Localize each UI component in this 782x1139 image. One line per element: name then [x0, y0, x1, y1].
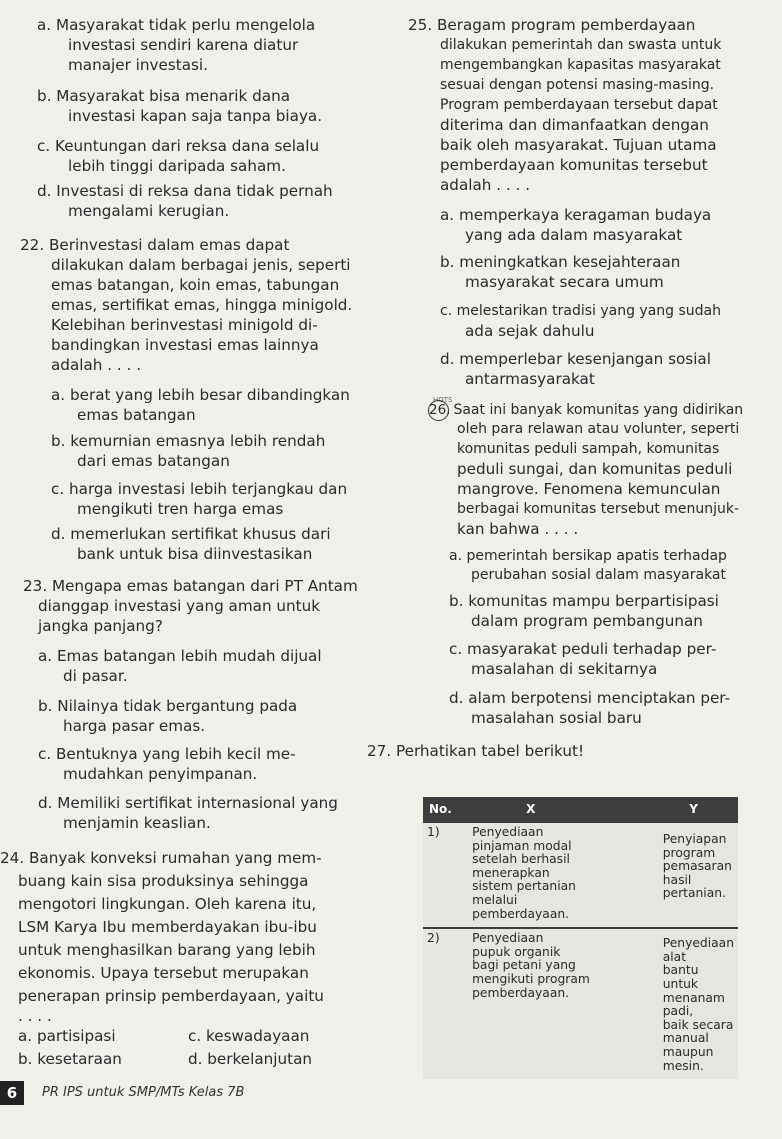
row2-x-line4: mengikuti program: [472, 971, 590, 986]
q26-stem-line2: oleh para relawan atau volunter, seperti: [457, 421, 740, 437]
row2-x-line5: pemberdayaan.: [472, 985, 570, 1000]
q25-option-b-line1: b. meningkatkan kesejahteraan: [440, 253, 681, 271]
q25-stem-line1: 25. Beragam program pemberdayaan: [408, 16, 696, 34]
q24-option-b: b. kesetaraan: [18, 1050, 122, 1068]
q23-stem-line2: dianggap investasi yang aman untuk: [38, 597, 321, 615]
q25-option-a-line2: yang ada dalam masyarakat: [465, 226, 683, 244]
q26-stem-line7: kan bahwa . . . .: [457, 520, 579, 538]
q22-stem-line1: 22. Berinvestasi dalam emas dapat: [20, 236, 290, 254]
row1-x-line6: melalui: [472, 892, 518, 907]
q23-stem-line1: 23. Mengapa emas batangan dari PT Antam: [23, 577, 358, 595]
row1-x-line4: menerapkan: [472, 865, 550, 880]
q23-option-b-line1: b. Nilainya tidak bergantung pada: [38, 697, 298, 715]
q22-stem-line3: emas batangan, koin emas, tabungan: [51, 276, 340, 294]
q23-option-d-line1: d. Memiliki sertifikat internasional yang: [38, 794, 338, 812]
q22-stem-line2: dilakukan dalam berbagai jenis, seperti: [51, 256, 351, 274]
row1-y-line3: pemasaran hasil: [662, 859, 732, 887]
q25-option-d-line1: d. memperlebar kesenjangan sosial: [440, 350, 711, 368]
q24-stem-line4: LSM Karya Ibu memberdayakan ibu-ibu: [18, 918, 317, 936]
q21-option-d-line2: mengalami kerugian.: [68, 202, 230, 220]
q23-option-c-line1: c. Bentuknya yang lebih kecil me-: [38, 745, 296, 763]
q25-stem-line5: Program pemberdayaan tersebut dapat: [440, 97, 718, 113]
row2-y-line1: Penyediaan alat: [662, 936, 734, 964]
row2-y-line3: menanam padi,: [662, 990, 725, 1019]
q22-option-b-line2: dari emas batangan: [77, 452, 230, 470]
q25-option-b-line2: masyarakat secara umum: [465, 273, 664, 291]
row2-y-line6: mesin.: [662, 1058, 704, 1073]
row1-x-line7: pemberdayaan.: [472, 906, 570, 921]
q26-stem-line6: berbagai komunitas tersebut menunjuk-: [457, 501, 740, 517]
q22-option-d-line2: bank untuk bisa diinvestasikan: [77, 545, 313, 563]
q25-stem-line9: adalah . . . .: [440, 176, 531, 194]
q24-option-d: d. berkelanjutan: [188, 1050, 313, 1068]
row1-x-line3: setelah berhasil: [472, 852, 570, 867]
q26-option-a-line1: a. pemerintah bersikap apatis terhadap: [449, 548, 727, 564]
row1-x-line1: Penyediaan: [472, 825, 544, 839]
q22-stem-line6: bandingkan investasi emas lainnya: [51, 336, 319, 354]
q24-stem-line5: untuk menghasilkan barang yang lebih: [18, 941, 316, 959]
hots-mark: HOTS: [433, 396, 453, 404]
q21-option-b-line2: investasi kapan saja tanpa biaya.: [68, 107, 323, 125]
row2-no: 2): [423, 928, 468, 1079]
q23-option-a-line1: a. Emas batangan lebih mudah dijual: [38, 647, 322, 665]
row1-y-line2: program: [662, 845, 716, 860]
q24-stem-line7: penerapan prinsip pemberdayaan, yaitu: [18, 987, 324, 1005]
table-header-x: X: [468, 797, 659, 823]
q26-option-d-line1: d. alam berpotensi menciptakan per-: [449, 689, 731, 707]
q25-stem-line7: baik oleh masyarakat. Tujuan utama: [440, 136, 717, 154]
q25-stem-line4: sesuai dengan potensi masing-masing.: [440, 77, 715, 93]
q26-stem-line5: mangrove. Fenomena kemunculan: [457, 480, 721, 498]
q24-option-c: c. keswadayaan: [188, 1027, 310, 1045]
table-row: [423, 928, 738, 1079]
row2-y-line5: manual maupun: [662, 1031, 714, 1059]
q22-option-c-line2: mengikuti tren harga emas: [77, 500, 284, 518]
q26-option-a-line2: perubahan sosial dalam masyarakat: [471, 567, 726, 583]
row1-no: 1): [423, 823, 468, 928]
q25-stem-line3: mengembangkan kapasitas masyarakat: [440, 57, 721, 73]
q25-option-c-line1: c. melestarikan tradisi yang yang sudah: [440, 303, 722, 319]
row2-y-line2: bantu untuk: [662, 963, 699, 991]
q22-option-b-line1: b. kemurnian emasnya lebih rendah: [51, 432, 326, 450]
q22-option-d-line1: d. memerlukan sertifikat khusus dari: [51, 525, 331, 543]
row1-x: [468, 823, 659, 928]
q27-table: [423, 797, 738, 1079]
q26-option-c-line1: c. masyarakat peduli terhadap per-: [449, 640, 717, 658]
row2-x-line3: bagi petani yang: [472, 958, 576, 973]
table-header-no: No.: [423, 797, 468, 823]
q22-stem-line7: adalah . . . .: [51, 356, 142, 374]
q26-stem-line3: komunitas peduli sampah, komunitas: [457, 441, 720, 457]
row1-y: [659, 823, 738, 928]
q22-stem-line5: Kelebihan berinvestasi minigold di-: [51, 316, 318, 334]
page-number: 6: [0, 1081, 24, 1105]
q24-stem-line2: buang kain sisa produksinya sehingga: [18, 872, 309, 890]
table-row: [423, 823, 738, 928]
q22-stem-line4: emas, sertifikat emas, hingga minigold.: [51, 296, 353, 314]
q22-option-a-line2: emas batangan: [77, 406, 196, 424]
q26-option-d-line2: masalahan sosial baru: [471, 709, 642, 727]
q21-option-d-line1: d. Investasi di reksa dana tidak pernah: [37, 182, 333, 200]
row2-x-line1: Penyediaan: [472, 931, 544, 946]
row1-x-line5: sistem pertanian: [472, 879, 576, 894]
q24-stem-line1: 24. Banyak konveksi rumahan yang mem-: [0, 849, 322, 867]
q23-stem-line3: jangka panjang?: [38, 617, 163, 635]
table-header-y: Y: [659, 797, 738, 823]
q24-stem-line8: . . . .: [18, 1007, 52, 1025]
row2-y-line4: baik secara: [662, 1017, 734, 1032]
q24-option-a: a. partisipasi: [18, 1027, 116, 1045]
q25-option-d-line2: antarmasyarakat: [465, 370, 595, 388]
q26-stem-line4: peduli sungai, dan komunitas peduli: [457, 460, 733, 478]
q22-option-c-line1: c. harga investasi lebih terjangkau dan: [51, 480, 348, 498]
row2-y: [659, 928, 738, 1079]
q22-option-a-line1: a. berat yang lebih besar dibandingkan: [51, 386, 350, 404]
row1-y-line4: pertanian.: [662, 886, 726, 901]
footer-title: PR IPS untuk SMP/MTs Kelas 7B: [42, 1085, 245, 1100]
q26-option-c-line2: masalahan di sekitarnya: [471, 660, 658, 678]
q23-option-d-line2: menjamin keaslian.: [63, 814, 211, 832]
row2-x-line2: pupuk organik: [472, 944, 561, 959]
q23-option-a-line2: di pasar.: [63, 667, 128, 685]
q21-option-a-line2: investasi sendiri karena diatur: [68, 36, 299, 54]
q26-stem-text1: Saat ini banyak komunitas yang didirikan: [453, 402, 744, 418]
q21-option-b-line1: b. Masyarakat bisa menarik dana: [37, 87, 291, 105]
q24-stem-line3: mengotori lingkungan. Oleh karena itu,: [18, 895, 317, 913]
q23-option-b-line2: harga pasar emas.: [63, 717, 206, 735]
q21-option-a-line1: a. Masyarakat tidak perlu mengelola: [37, 16, 316, 34]
row1-x-line2: pinjaman modal: [472, 838, 572, 853]
q25-stem-line8: pemberdayaan komunitas tersebut: [440, 156, 708, 174]
q26-option-b-line1: b. komunitas mampu berpartisipasi: [449, 592, 719, 610]
q25-option-c-line2: ada sejak dahulu: [465, 322, 595, 340]
q21-option-c-line2: lebih tinggi daripada saham.: [68, 157, 286, 175]
q26-option-b-line2: dalam program pembangunan: [471, 612, 703, 630]
q26-stem-line1: [429, 400, 744, 421]
row2-x: [468, 928, 659, 1079]
q27-stem: 27. Perhatikan tabel berikut!: [367, 742, 585, 760]
q25-option-a-line1: a. memperkaya keragaman budaya: [440, 206, 712, 224]
q26-number-circle: 26.: [428, 400, 449, 421]
row1-y-line1: Penyiapan: [662, 832, 727, 846]
q21-option-c-line1: c. Keuntungan dari reksa dana selalu: [37, 137, 320, 155]
q24-stem-line6: ekonomis. Upaya tersebut merupakan: [18, 964, 309, 982]
q25-stem-line6: diterima dan dimanfaatkan dengan: [440, 116, 709, 134]
q21-option-a-line3: manajer investasi.: [68, 56, 208, 74]
q23-option-c-line2: mudahkan penyimpanan.: [63, 765, 258, 783]
q25-stem-line2: dilakukan pemerintah dan swasta untuk: [440, 37, 722, 53]
